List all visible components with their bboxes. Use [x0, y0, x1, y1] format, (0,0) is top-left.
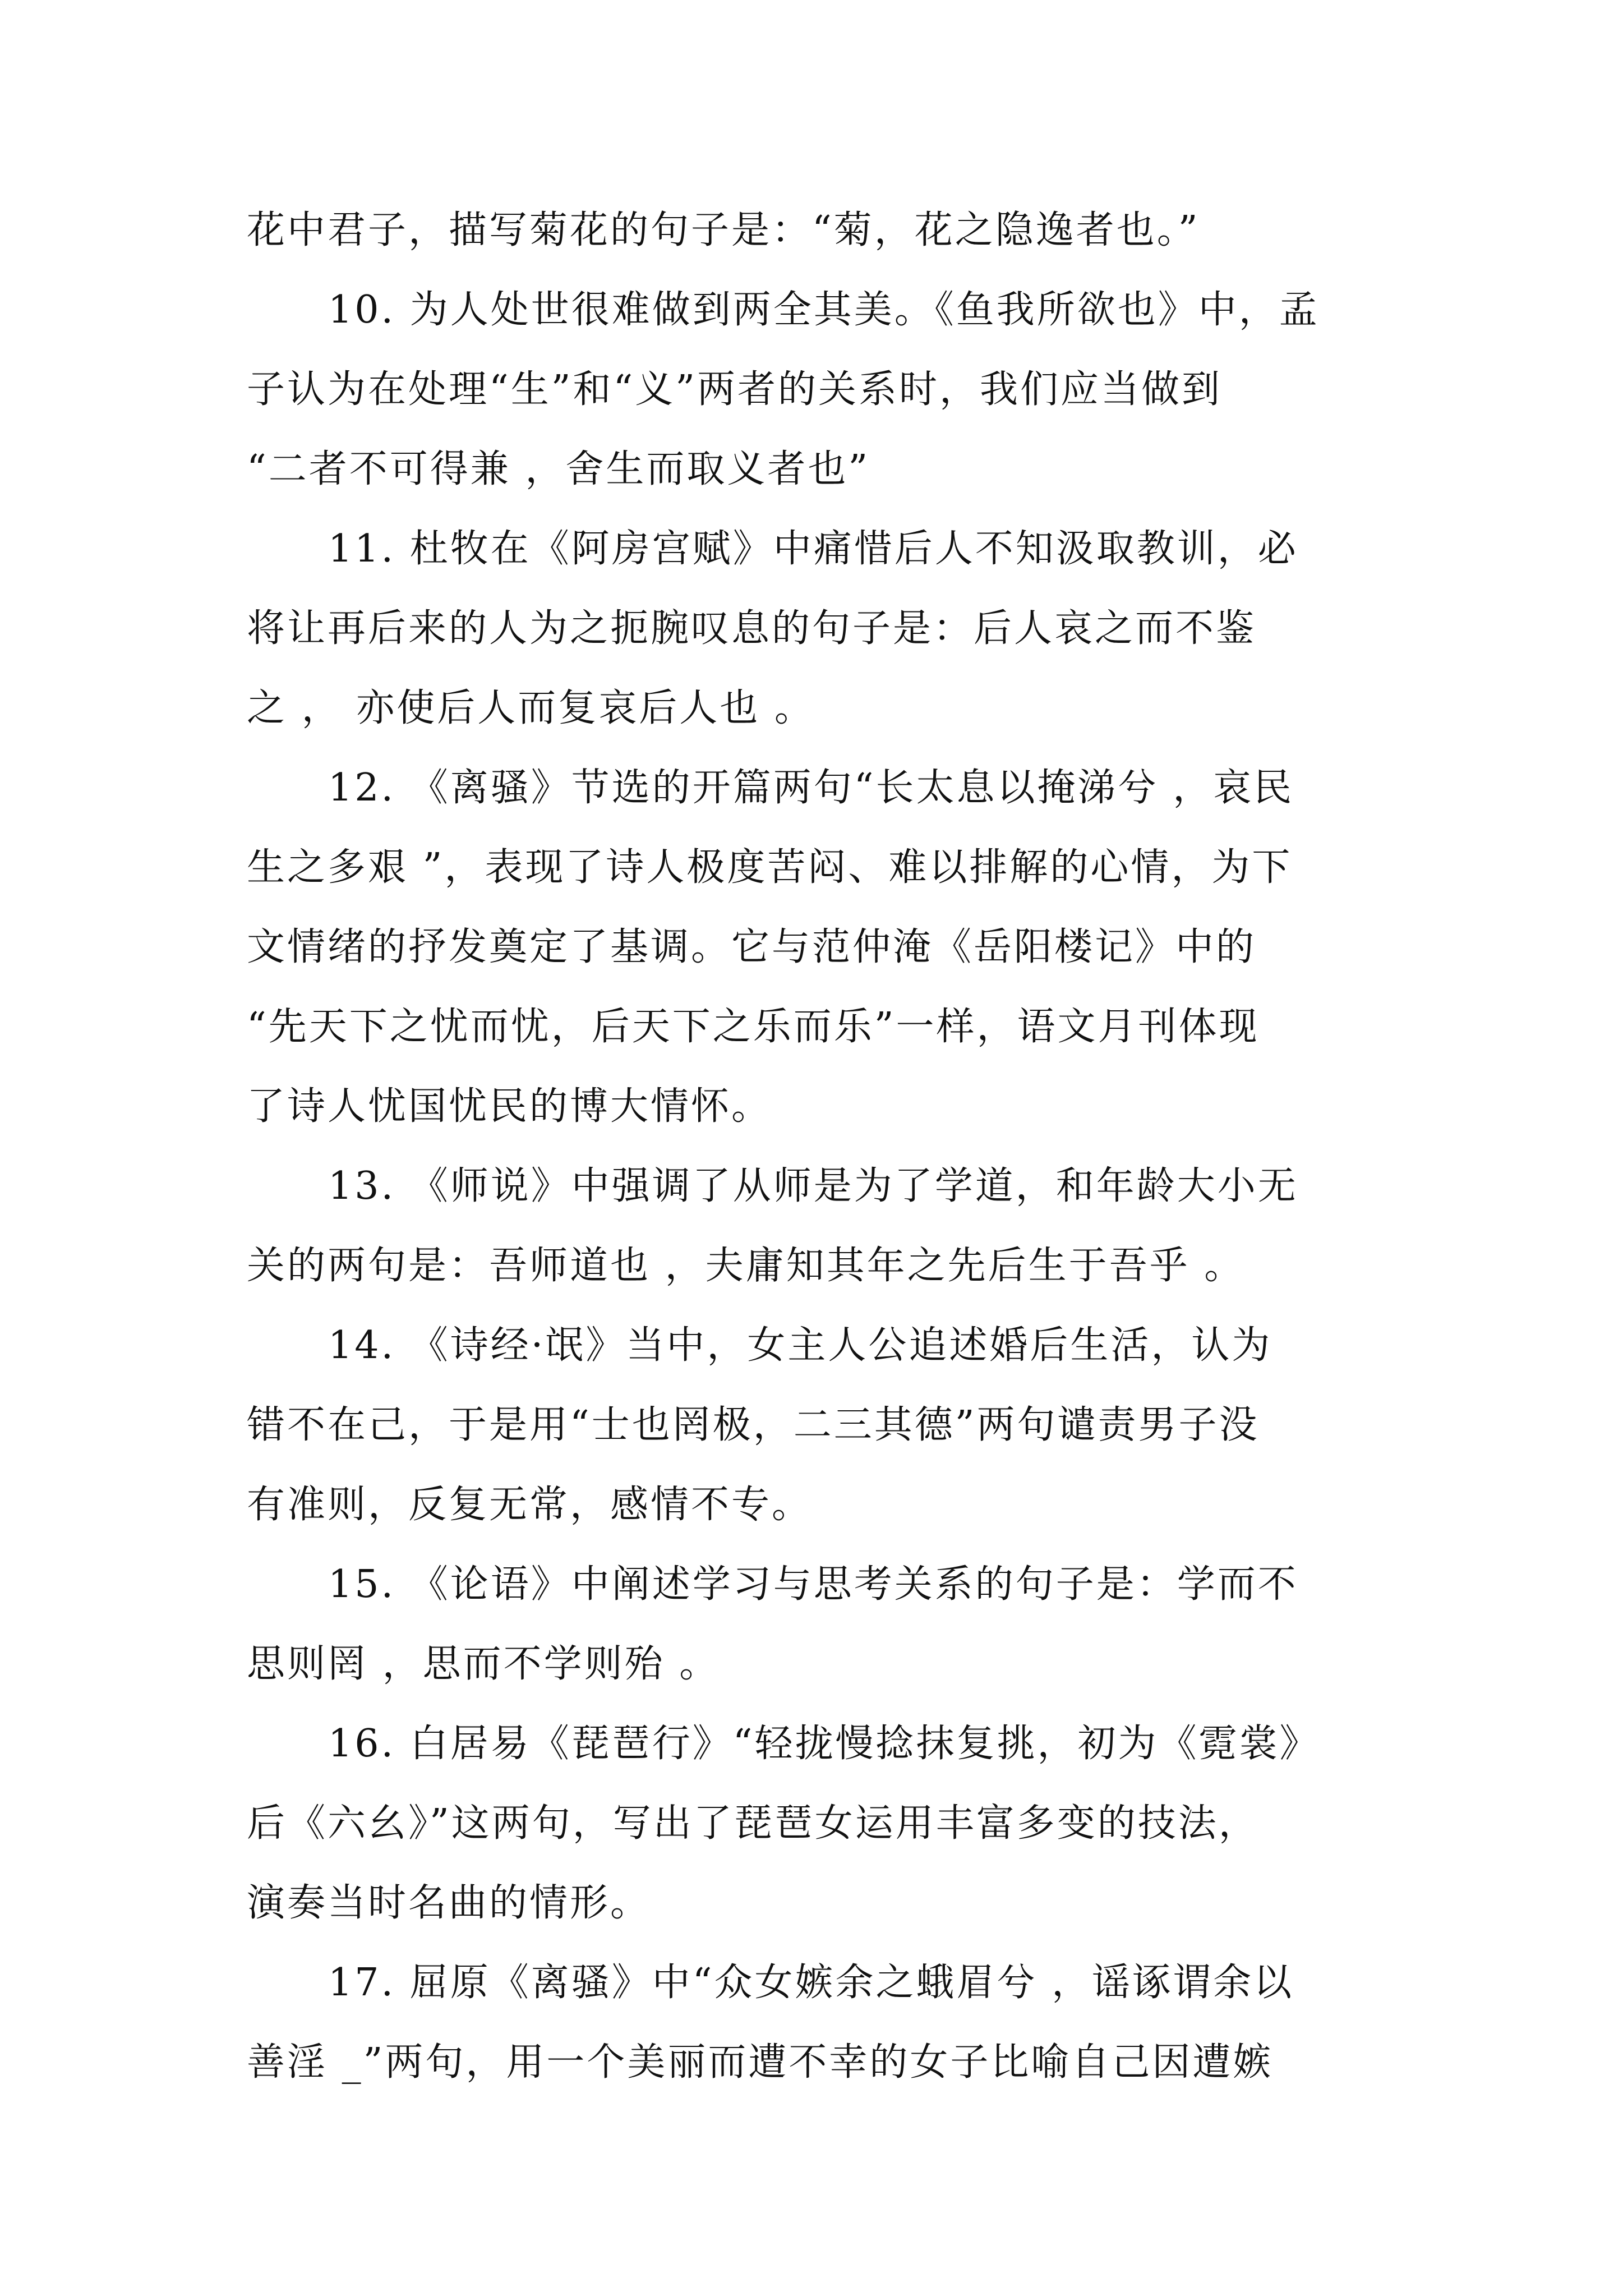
text-line-item-17: 17. 屈原《离骚》中“众女嫉余之蛾眉兮 ，谣诼谓余以 [328, 1961, 1294, 2005]
text-line-item-16: 16. 白居易《琵琶行》“轻拢慢捻抹复挑，初为《霓裳》 [328, 1722, 1320, 1766]
text-line: “二者不可得兼 ，舍生而取义者也” [247, 447, 870, 491]
text-line-item-13: 13. 《师说》中强调了从师是为了学道，和年龄大小无 [328, 1164, 1298, 1208]
text-line: 之 ， 亦使后人而复哀后人也 。 [247, 686, 815, 730]
text-line-item-10: 10. 为人处世很难做到两全其美。《鱼我所欲也》中，孟 [328, 288, 1320, 332]
text-line-item-14: 14. 《诗经·氓》当中，女主人公追述婚后生活，认为 [328, 1323, 1272, 1368]
text-line: 善淫 _”两句，用一个美丽而遭不幸的女子比喻自己因遭嫉 [247, 2040, 1274, 2085]
text-line: 子认为在处理“生”和“义”两者的关系时，我们应当做到 [247, 367, 1223, 412]
text-line: 了诗人忧国忧民的博大情怀。 [247, 1084, 772, 1129]
text-line: “先天下之忧而忧，后天下之乐而乐”一样，语文月刊体现 [247, 1005, 1260, 1049]
text-line: 关的两句是：吾师道也 ，夫庸知其年之先后生于吾乎 。 [247, 1244, 1245, 1288]
text-line: 文情绪的抒发奠定了基调。它与范仲淹《岳阳楼记》中的 [247, 925, 1257, 969]
text-line: 思则罔 ，思而不学则殆 。 [247, 1642, 720, 1686]
text-line: 将让再后来的人为之扼腕叹息的句子是：后人哀之而不鉴 [247, 606, 1257, 651]
text-line-item-11: 11. 杜牧在《阿房宫赋》中痛惜后人不知汲取教训，必 [328, 527, 1298, 571]
text-line: 后《六幺》”这两句，写出了琵琶女运用丰富多变的技法， [247, 1801, 1259, 1846]
text-line: 错不在己，于是用“士也罔极，二三其德”两句谴责男子没 [247, 1403, 1260, 1447]
document-body [247, 191, 1391, 2102]
text-line: 生之多艰 ”，表现了诗人极度苦闷、难以排解的心情，为下 [247, 845, 1293, 890]
text-line: 演奏当时名曲的情形。 [247, 1881, 651, 1925]
text-line: 有准则，反复无常，感情不专。 [247, 1483, 813, 1527]
text-line-item-15: 15. 《论语》中阐述学习与思考关系的句子是：学而不 [328, 1562, 1298, 1607]
text-line-item-12: 12. 《离骚》节选的开篇两句“长太息以掩涕兮 ，哀民 [328, 766, 1294, 810]
text-line: 花中君子，描写菊花的句子是：“菊，花之隐逸者也。” [247, 208, 1200, 252]
